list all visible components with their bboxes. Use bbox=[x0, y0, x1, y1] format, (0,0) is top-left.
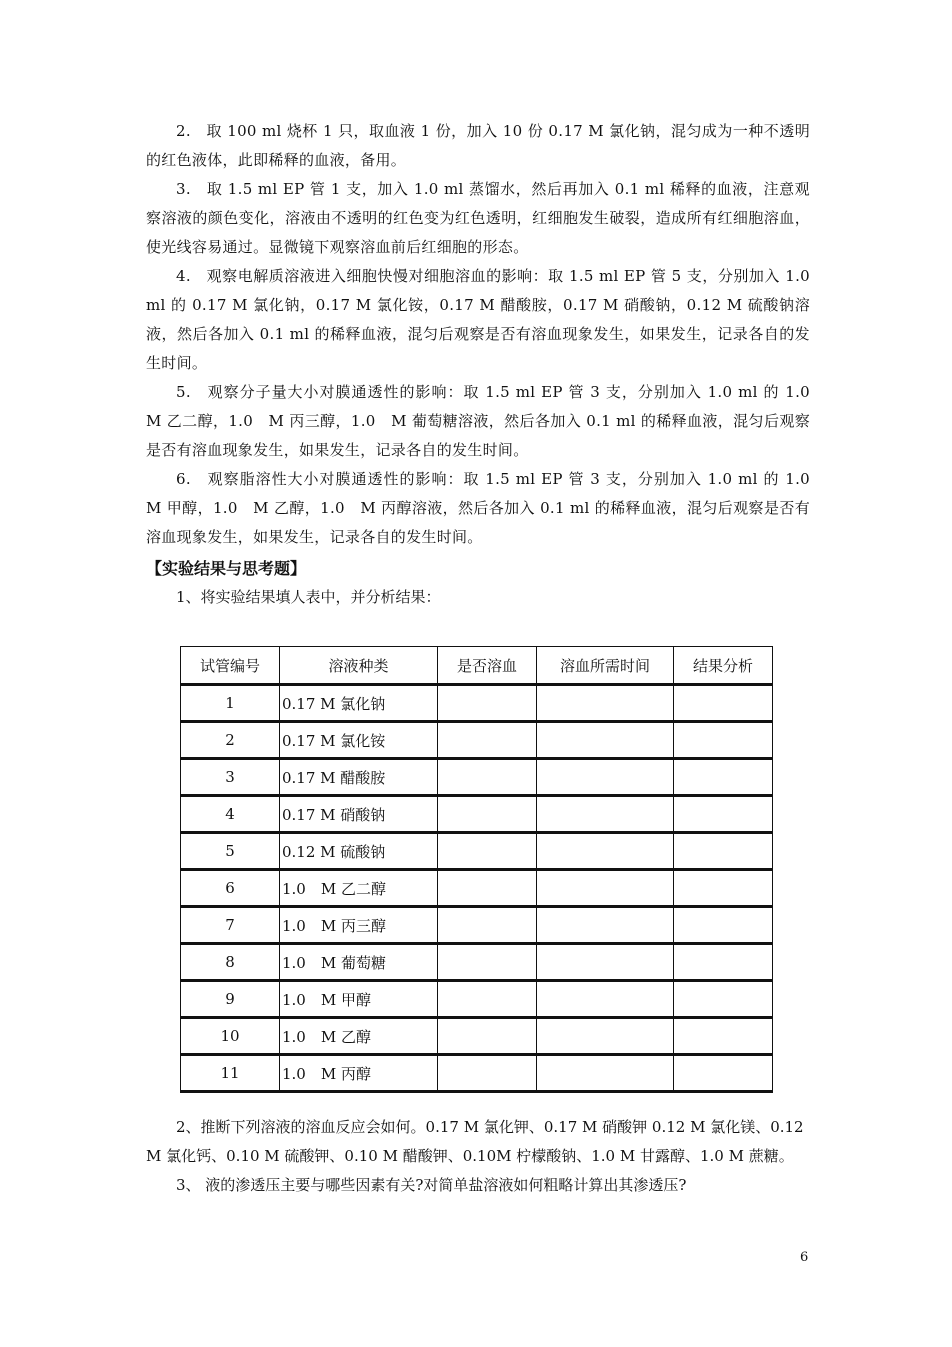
tube-number-cell: 7 bbox=[181, 907, 280, 944]
tube-number-cell: 4 bbox=[181, 796, 280, 833]
analysis-cell bbox=[674, 759, 773, 796]
header-time: 溶血所需时间 bbox=[537, 647, 674, 685]
time-cell bbox=[537, 759, 674, 796]
hemolysis-cell bbox=[438, 722, 537, 759]
solution-cell: 0.17 M 氯化钠 bbox=[280, 685, 438, 722]
tube-number-cell: 2 bbox=[181, 722, 280, 759]
time-cell bbox=[537, 722, 674, 759]
procedure-step-2: 2. 取 100 ml 烧杯 1 只，取血液 1 份，加入 10 份 0.17 M 氯化钠，混匀成为一种不透明的红色液体，此即稀释的血液，备用。 bbox=[146, 122, 810, 169]
question-2: 2、推断下列溶液的溶血反应会如何。0.17 M 氯化钾、0.17 M 硝酸钾 0.12 M 氯化镁、0.12 M 氯化钙、0.10 M 硫酸钾、0.10 M 醋酸钾、0.10M 柠檬酸钠、1.0 M 甘露醇、1.0 M 蔗糖。 bbox=[146, 1118, 804, 1165]
procedure-step-4: 4. 观察电解质溶液进入细胞快慢对细胞溶血的影响：取 1.5 ml EP 管 5 支，分别加入 1.0 ml 的 0.17 M 氯化钠，0.17 M 氯化铵，0.17 M 醋酸胺，0.17 M 硝酸钠，0.12 M 硫酸钠溶液，然后各加入 0.1 ml 的稀释血液，混匀后观察是否有溶血现象发生，如果发生，记录各自的发生时间。 bbox=[146, 267, 810, 372]
header-analysis: 结果分析 bbox=[674, 647, 773, 685]
tube-number-cell: 8 bbox=[181, 944, 280, 981]
hemolysis-cell bbox=[438, 833, 537, 870]
hemolysis-cell bbox=[438, 796, 537, 833]
time-cell bbox=[537, 981, 674, 1018]
analysis-cell bbox=[674, 944, 773, 981]
table-header-row bbox=[181, 647, 773, 685]
hemolysis-cell bbox=[438, 981, 537, 1018]
solution-cell: 1.0 M 丙三醇 bbox=[280, 907, 438, 944]
table-row bbox=[181, 981, 773, 1018]
time-cell bbox=[537, 796, 674, 833]
header-tube-number: 试管编号 bbox=[181, 647, 280, 685]
table-row bbox=[181, 870, 773, 907]
hemolysis-cell bbox=[438, 1018, 537, 1055]
table-row bbox=[181, 1055, 773, 1092]
analysis-cell bbox=[674, 685, 773, 722]
solution-cell: 1.0 M 乙醇 bbox=[280, 1018, 438, 1055]
questions-section bbox=[146, 1113, 810, 1200]
time-cell bbox=[537, 1018, 674, 1055]
results-table bbox=[180, 646, 773, 1093]
hemolysis-cell bbox=[438, 685, 537, 722]
time-cell bbox=[537, 907, 674, 944]
table-row bbox=[181, 685, 773, 722]
solution-cell: 1.0 M 甲醇 bbox=[280, 981, 438, 1018]
tube-number-cell: 5 bbox=[181, 833, 280, 870]
table-row bbox=[181, 907, 773, 944]
table-row bbox=[181, 722, 773, 759]
time-cell bbox=[537, 1055, 674, 1092]
solution-cell: 0.12 M 硫酸钠 bbox=[280, 833, 438, 870]
solution-cell: 0.17 M 醋酸胺 bbox=[280, 759, 438, 796]
analysis-cell bbox=[674, 722, 773, 759]
hemolysis-cell bbox=[438, 1055, 537, 1092]
time-cell bbox=[537, 870, 674, 907]
procedure-step-3: 3. 取 1.5 ml EP 管 1 支，加入 1.0 ml 蒸馏水，然后再加入 0.1 ml 稀释的血液，注意观察溶液的颜色变化，溶液由不透明的红色变为红色透明，红细胞发生破裂，造成所有红细胞溶血，使光线容易通过。显微镜下观察溶血前后红细胞的形态。 bbox=[146, 180, 810, 256]
tube-number-cell: 11 bbox=[181, 1055, 280, 1092]
solution-cell: 0.17 M 氯化铵 bbox=[280, 722, 438, 759]
time-cell bbox=[537, 833, 674, 870]
analysis-cell bbox=[674, 1018, 773, 1055]
hemolysis-cell bbox=[438, 870, 537, 907]
tube-number-cell: 6 bbox=[181, 870, 280, 907]
question-3: 3、 液的渗透压主要与哪些因素有关?对简单盐溶液如何粗略计算出其渗透压? bbox=[176, 1176, 687, 1194]
hemolysis-cell bbox=[438, 944, 537, 981]
tube-number-cell: 9 bbox=[181, 981, 280, 1018]
page-number: 6 bbox=[800, 1250, 809, 1265]
question-1: 1、将实验结果填人表中，并分析结果： bbox=[176, 588, 441, 606]
solution-cell: 1.0 M 乙二醇 bbox=[280, 870, 438, 907]
header-hemolysis: 是否溶血 bbox=[438, 647, 537, 685]
table-row bbox=[181, 1018, 773, 1055]
procedure-section bbox=[146, 117, 826, 612]
tube-number-cell: 10 bbox=[181, 1018, 280, 1055]
time-cell bbox=[537, 944, 674, 981]
solution-cell: 1.0 M 葡萄糖 bbox=[280, 944, 438, 981]
solution-cell: 1.0 M 丙醇 bbox=[280, 1055, 438, 1092]
procedure-step-5: 5. 观察分子量大小对膜通透性的影响：取 1.5 ml EP 管 3 支，分别加入 1.0 ml 的 1.0 M 乙二醇，1.0 M 丙三醇，1.0 M 葡萄糖溶液，然后各加入 0.1 ml 的稀释血液，混匀后观察是否有溶血现象发生，如果发生，记录各自的发生时间。 bbox=[146, 383, 826, 459]
table-row bbox=[181, 796, 773, 833]
analysis-cell bbox=[674, 870, 773, 907]
hemolysis-cell bbox=[438, 907, 537, 944]
analysis-cell bbox=[674, 1055, 773, 1092]
table-row bbox=[181, 759, 773, 796]
solution-cell: 0.17 M 硝酸钠 bbox=[280, 796, 438, 833]
header-solution-type: 溶液种类 bbox=[280, 647, 438, 685]
analysis-cell bbox=[674, 907, 773, 944]
table-row bbox=[181, 944, 773, 981]
hemolysis-cell bbox=[438, 759, 537, 796]
analysis-cell bbox=[674, 833, 773, 870]
analysis-cell bbox=[674, 981, 773, 1018]
section-title: 【实验结果与思考题】 bbox=[146, 559, 307, 578]
analysis-cell bbox=[674, 796, 773, 833]
table-row bbox=[181, 833, 773, 870]
procedure-step-6: 6. 观察脂溶性大小对膜通透性的影响：取 1.5 ml EP 管 3 支，分别加入 1.0 ml 的 1.0 M 甲醇，1.0 M 乙醇，1.0 M 丙醇溶液，然后各加入 0.1 ml 的稀释血液，混匀后观察是否有溶血现象发生，如果发生，记录各自的发生时间。 bbox=[146, 470, 826, 546]
tube-number-cell: 3 bbox=[181, 759, 280, 796]
tube-number-cell: 1 bbox=[181, 685, 280, 722]
time-cell bbox=[537, 685, 674, 722]
